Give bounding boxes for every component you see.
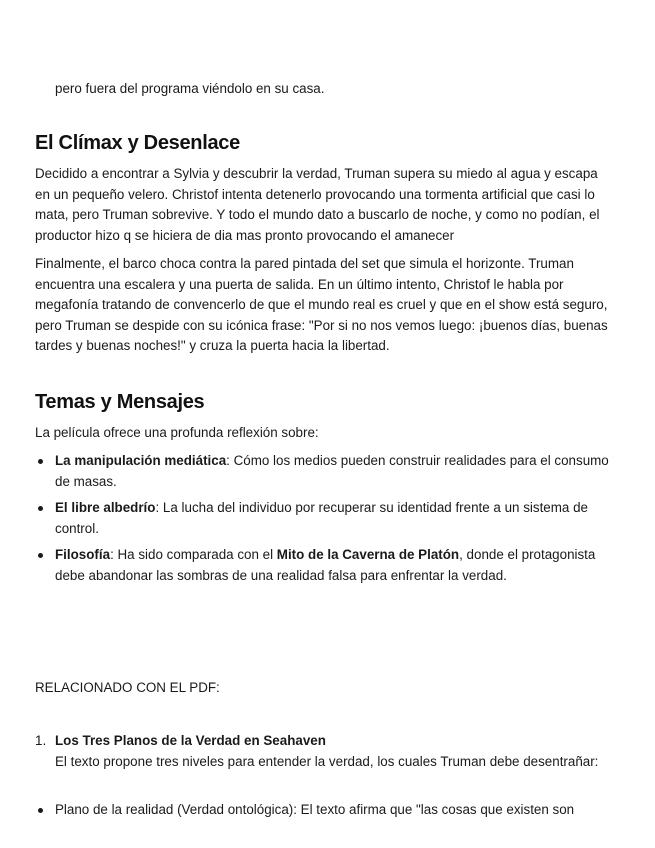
ol-title: Los Tres Planos de la Verdad en Seahaven bbox=[55, 733, 326, 748]
bullet-icon bbox=[38, 808, 43, 813]
heading-climax: El Clímax y Desenlace bbox=[35, 132, 240, 154]
bullet-icon bbox=[38, 459, 43, 464]
item-text: : Cómo los medios pueden construir realidades para el consumo de masas. bbox=[55, 453, 609, 489]
item-term: La manipulación mediática bbox=[55, 453, 227, 468]
item-term: Filosofía bbox=[55, 547, 111, 562]
item-text-2: , donde el protagonista debe abandonar las sombras de una realidad falsa para enfrentar la verdad. bbox=[55, 547, 596, 583]
bullet-icon bbox=[38, 553, 43, 558]
climax-paragraph-2: Finalmente, el barco choca contra la pared pintada del set que simula el horizonte. Truman encuentra una escalera y una puerta de salida. En un último intento, Christof le habla por megafonía tratando de convencerlo de que el mundo real es cruel y que en el show está seguro, pero Truman se despide con su icónica frase: "Por si no nos vemos luego: ¡buenos días, buenas tardes y buenas noches!" y cruza la puerta hacia la libertad. bbox=[35, 256, 608, 354]
climax-paragraph-1: Decidido a encontrar a Sylvia y descubrir la verdad, Truman supera su miedo al agua y escapa en un pequeño velero. Christof intenta detenerlo provocando una tormenta artificial que casi lo mata, pero Truman sobrevive. Y todo el mundo dato a buscarlo de noche, y como no podían, el productor hizo q se hiciera de dia mas pronto provocando el amanecer bbox=[35, 166, 600, 243]
bullet-icon bbox=[38, 506, 43, 511]
ol-description: El texto propone tres niveles para entender la verdad, los cuales Truman debe desentrañar: bbox=[55, 753, 599, 769]
related-label: RELACIONADO CON EL PDF: bbox=[35, 680, 220, 695]
continuation-line: pero fuera del programa viéndolo en su casa. bbox=[55, 81, 325, 96]
list-number: 1. bbox=[35, 733, 47, 748]
item-term-2: Mito de la Caverna de Platón bbox=[276, 547, 460, 562]
item-text: : Ha sido comparada con el bbox=[110, 547, 277, 562]
temas-intro: La película ofrece una profunda reflexión sobre: bbox=[35, 425, 319, 440]
related-bullet-1: Plano de la realidad (Verdad ontológica): El texto afirma que "las cosas que existen son bbox=[55, 802, 575, 817]
heading-temas: Temas y Mensajes bbox=[35, 391, 205, 413]
item-term: El libre albedrío bbox=[55, 500, 156, 515]
item-text: : La lucha del individuo por recuperar su identidad frente a un sistema de control. bbox=[55, 500, 588, 536]
